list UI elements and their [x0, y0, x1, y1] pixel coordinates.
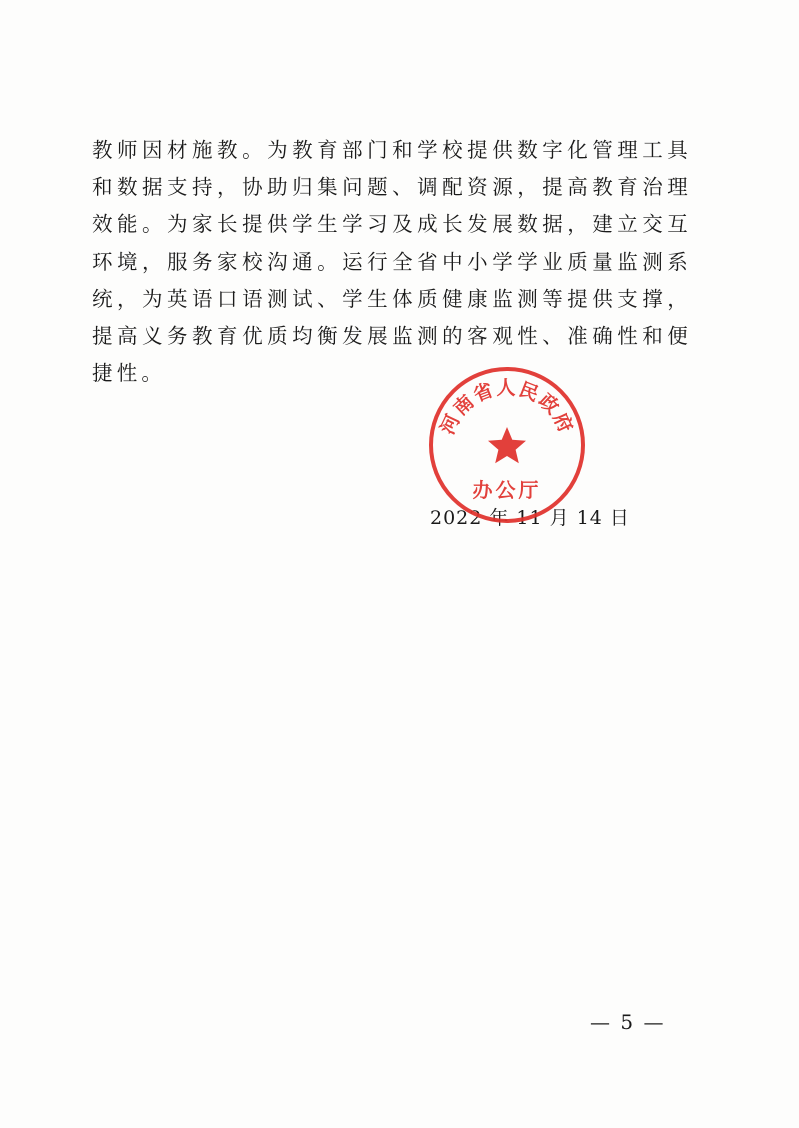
official-seal [427, 365, 587, 525]
seal-ring-text: 河南省人民政府 [436, 377, 578, 438]
issue-date: 2022 年 11 月 14 日 [430, 507, 630, 529]
star-icon [488, 427, 526, 463]
page-number: — 5 — [590, 1010, 666, 1034]
body-paragraph: 教师因材施教。为教育部门和学校提供数字化管理工具和数据支持，协助归集问题、调配资源，提高教育治理效能。为家长提供学生学习及成长发展数据，建立交互环境，服务家校沟通。运行全省中小学学业质量监测系统，为英语口语测试、学生体质健康监测等提供支撑，提高义务教育优质均衡发展监测的客观性、准确性和便捷性。 [92, 138, 692, 386]
seal-bottom-text: 办公厅 [472, 478, 542, 502]
